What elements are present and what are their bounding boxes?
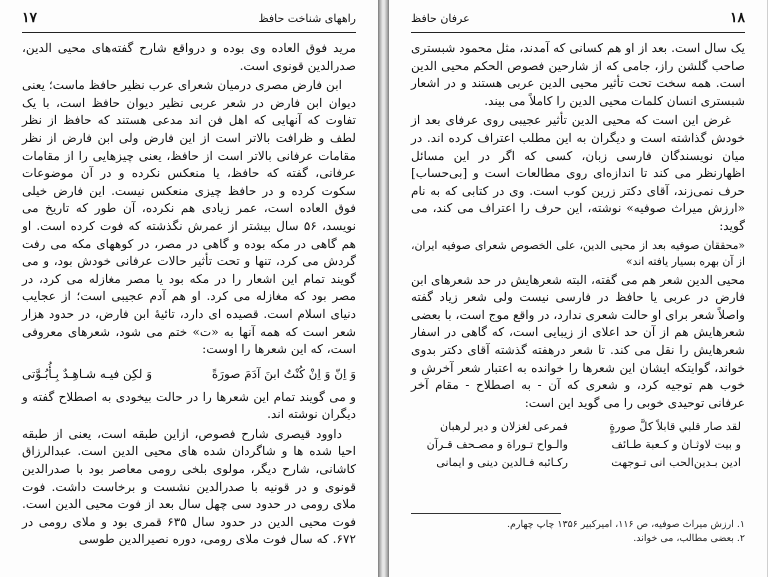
page-number: ۱۸ — [729, 10, 745, 26]
page-body — [22, 40, 356, 551]
left-page — [0, 0, 379, 577]
page-header — [22, 10, 356, 33]
running-title: راههای شناخت حافظ — [258, 12, 356, 25]
poem-hemistich: والـواح تـوراة و مصـحف قـرآن — [426, 438, 568, 452]
page-number: ۱۷ — [22, 10, 38, 26]
book-gutter — [379, 0, 388, 577]
poem-hemistich: فمرعی لغزلان و دیر لرهبان — [440, 420, 568, 434]
verse-hemistich: وَ لکِن فیـه شـاهِـدٌ بِـأُبُـوَّتی — [22, 366, 153, 381]
paragraph: غرض این است که محیی الدین تأثیر عجیبی روی عرفای بعد از خودش گذاشته است و دیگران به این مطلب اعتراف کرده اند. در میان نویسندگان فارسی زبان، کسی که اگر در این مسائل اظهارنظر می کند تا اندازه‌ای روی مطالعات است و [بی‌حساب] حرف نمی‌زند، آقای دکتر زرین کوب است. وی در کتابی که به نام «ارزش میراث صوفیه» نوشته، این حرف را اعتراف می کند، می گوید: — [411, 113, 745, 233]
paragraph: محیی الدین شعر هم می گفته، البته شعرهایش در حد شعرهای ابن فارض در عربی یا حافظ در فارسی نیست ولی شعر زیاد گفته واصلاً شعر برای او حالت شعری ندارد، در واقع موج است، با بعضی شعرهایش هم از آن حد اعلای از زیبایی است، که گاهی در اسفار شعرهایش را نقل می کند. تا شعر درهفته گذشته آقای دکتر بدوی خواند، گوایتکه ایشان این شعرها را خوانده به اعتبار شعر آخرش و خوب هم توجیه کرد، و شعری که آن - به اصطلاح - مقام آخر عرفانی توحیدی خوبی را می گوید این است: — [411, 272, 745, 410]
footnote: ۱. ارزش میراث صوفیه، ص ۱۱۶، امیرکبیر ۱۳۵۶ چاپ چهارم. — [506, 519, 745, 530]
paragraph: یک سال است. بعد از او هم کسانی که آمدند، مثل محمود شبستری صاحب گلشن راز، جامی که از شارحین فصوص الحکم محیی الدین است. همه سخت تحت تأثیر محیی الدین عربی هستند و در اشعار شبستری انسان کلمات محیی الدین را کاملاً می بیند. — [411, 41, 745, 108]
poem-hemistich: و بیت لاوثـان و کـعبة طـائف — [611, 438, 741, 452]
paragraph: داوود قیصری شارح فصوص، ازاین طبقه است، یعنی از طبقه احیا شده ها و شاگردان شده های محیی الدین است. عبدالرزاق کاشانی، شارح دیگر، مولوی بلخی رومی معاصر بود با صدرالدین قونوی و در قونیه با صدرالدین نشست و برخاست داشت. فوت ملای رومی در حدود سی چهل سال بعد از فوت محیی الدین است. فوت محیی الدین در حدود سال ۶۳۵ قمری بود و ملای رومی در ۶۷۲. که سال فوت ملای رومی، دوره نصیرالدین طوسی — [22, 426, 356, 547]
poem-hemistich: لقد صار قلبي قابلاً كلَّ صورةٍ — [609, 420, 741, 434]
running-title: عرفان حافظ — [411, 12, 470, 25]
paragraph: مرید فوق العاده وی بوده و درواقع شارح گفته‌های محیی الدین، صدرالدین قونوی است. — [22, 41, 356, 73]
page-header — [411, 10, 745, 33]
poem-hemistich: رکـائبه فـالدین دینی و ایمانی — [436, 456, 568, 470]
footnote-divider — [411, 513, 561, 514]
footnotes — [411, 518, 745, 546]
block-quote: «محققان صوفیه بعد از محیی الدین، علی الخصوص شعرای صوفیه ایران، از آن بهره بسیار یافته اند» — [411, 238, 745, 268]
poem-hemistich: ادین بـدین‌الحب انی تـوجهت — [611, 456, 741, 470]
arabic-verse — [22, 365, 356, 383]
page-body — [411, 40, 745, 476]
paragraph: و می گویند تمام این شعرها را در حالت بیخودی به اصطلاح گفته و دیگران نوشته اند. — [22, 389, 356, 422]
verse-hemistich: وَ اِنّ وَ اِنْ کُنْتُ ابنَ آدَمَ صورَةً — [211, 366, 356, 381]
arabic-poem — [415, 418, 741, 472]
paragraph: ابن فارض مصری درمیان شعرای عرب نظیر حافظ ماست؛ یعنی دیوان ابن فارض در شعر عربی نظیر دیوان حافظ است، با یک تفاوت که آنهایی که اهل فن اند مدعی هستند که حافظ از نظر لطف و ظرافت بالاتر است از این فارض ولی ابن فارض از نظر مقامات عرفانی بالاتر است از حافظ، یعنی چیزهایی را از مقامات عرفانی، گفته که حافظ، یا منعکس نکرده و در آن موضوعات سکوت کرده و در حافظ چیزی منعکس نیست. این فارض خیلی فوق العاده است، عمر زیادی هم نکرده، آن طور که تاریخ می نویسد، ۵۶ سال بیشتر از عمرش نگذشته که فوت کرده است. او هم گاهی در مکه بوده و گاهی در مصر، در کوههای مکه می رفت گردش می کرد، تنها و تحت تأثیر حالات عرفانی خودش بود، و می گویند تمام این اشعار را در مکه بود یا مصر مغازله می کرد، در مصر بود که مغازله می کرد. او هم آدم عجیبی است؛ از عجایب دنیای اسلام است. قصیده ای دارد، تائیهٔ ابن فارض، در حدود هزار شعر است که همه آنها به «ت» ختم می شود، شعرهای معروفی است، که این شعرها را اوست: — [22, 78, 356, 357]
right-page — [388, 0, 767, 577]
footnote: ۲. بعضی مطالب، می خواند. — [633, 533, 745, 544]
